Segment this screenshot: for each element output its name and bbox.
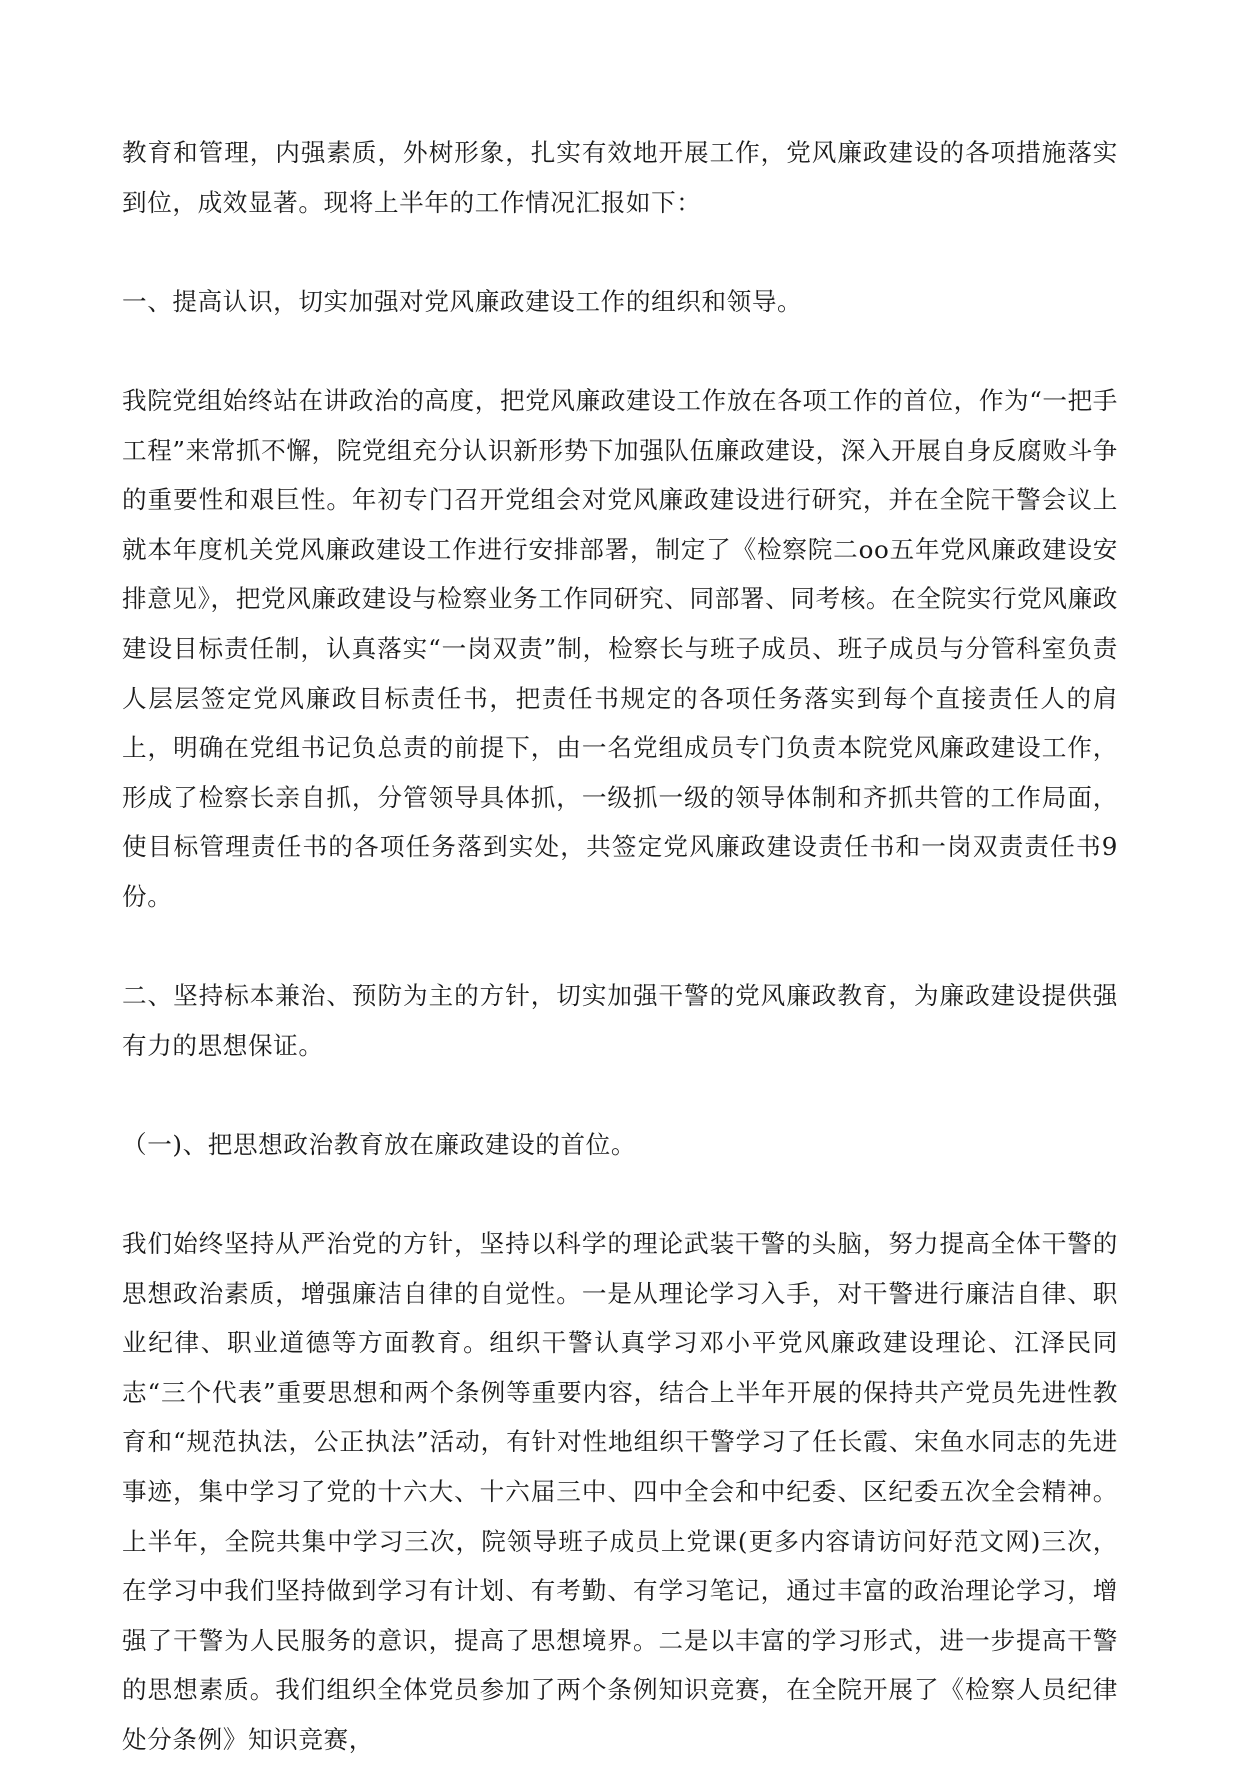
paragraph-spacer xyxy=(122,922,1118,972)
paragraph-intro: 教育和管理，内强素质，外树形象，扎实有效地开展工作，党风廉政建设的各项措施落实到位，成效显著。现将上半年的工作情况汇报如下： xyxy=(122,138,1118,217)
paragraph-spacer xyxy=(122,227,1118,277)
paragraph-spacer xyxy=(122,326,1118,376)
paragraph-spacer xyxy=(122,1169,1118,1219)
paragraph-spacer xyxy=(122,1070,1118,1120)
paragraph-subsection-2-1-body: 我们始终坚持从严治党的方针，坚持以科学的理论武装干警的头脑，努力提高全体干警的思想政治素质，增强廉洁自律的自觉性。一是从理论学习入手，对干警进行廉洁自律、职业纪律、职业道德等方面教育。组织干警认真学习邓小平党风廉政建设理论、江泽民同志“三个代表”重要思想和两个条例等重要内容，结合上半年开展的保持共产党员先进性教育和“规范执法，公正执法”活动，有针对性地组织干警学习了任长霞、宋鱼水同志的先进事迹，集中学习了党的十六大、十六届三中、四中全会和中纪委、区纪委五次全会精神。上半年，全院共集中学习三次，院领导班子成员上党课(更多内容请访问好范文网)三次，在学习中我们坚持做到学习有计划、有考勤、有学习笔记，通过丰富的政治理论学习，增强了干警为人民服务的意识，提高了思想境界。二是以丰富的学习形式，进一步提高干警的思想素质。我们组织全体党员参加了两个条例知识竞赛，在全院开展了《检察人员纪律处分条例》知识竞赛， xyxy=(122,1229,1118,1754)
document-body xyxy=(122,128,1118,1765)
section-heading-2: 二、坚持标本兼治、预防为主的方针，切实加强干警的党风廉政教育，为廉政建设提供强有力的思想保证。 xyxy=(122,981,1118,1060)
subsection-heading-2-1: （一)、把思想政治教育放在廉政建设的首位。 xyxy=(122,1129,637,1159)
section-heading-1: 一、提高认识，切实加强对党风廉政建设工作的组织和领导。 xyxy=(122,286,803,316)
paragraph-section-1-body: 我院党组始终站在讲政治的高度，把党风廉政建设工作放在各项工作的首位，作为“一把手工程”来常抓不懈，院党组充分认识新形势下加强队伍廉政建设，深入开展自身反腐败斗争的重要性和艰巨性。年初专门召开党组会对党风廉政建设进行研究，并在全院干警会议上就本年度机关党风廉政建设工作进行安排部署，制定了《检察院二oo五年党风廉政建设安排意见》，把党风廉政建设与检察业务工作同研究、同部署、同考核。在全院实行党风廉政建设目标责任制，认真落实“一岗双责”制，检察长与班子成员、班子成员与分管科室负责人层层签定党风廉政目标责任书，把责任书规定的各项任务落实到每个直接责任人的肩上，明确在党组书记负总责的前提下，由一名党组成员专门负责本院党风廉政建设工作，形成了检察长亲自抓，分管领导具体抓，一级抓一级的领导体制和齐抓共管的工作局面，使目标管理责任书的各项任务落到实处，共签定党风廉政建设责任书和一岗双责责任书9份。 xyxy=(122,385,1118,911)
